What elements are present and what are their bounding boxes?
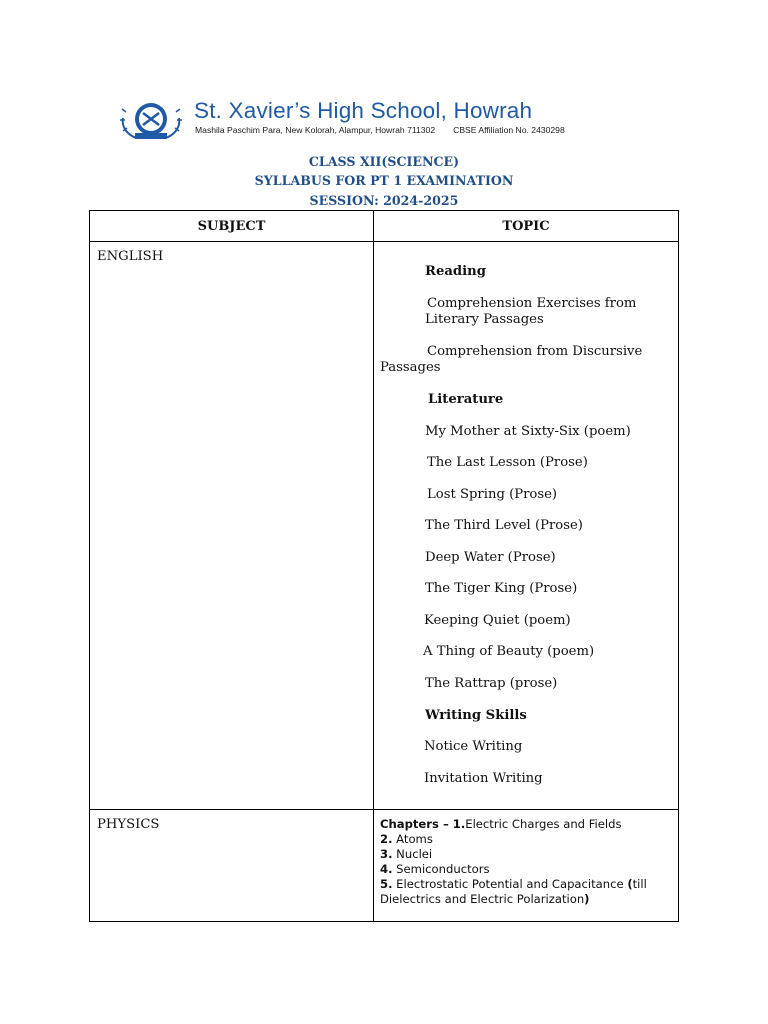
chapter-number: 2. [380,832,393,846]
literature-item: Deep Water (Prose) [425,550,556,565]
chapter-line [380,847,674,862]
reading-item-1-line-2: Literary Passages [425,312,544,327]
table-row-english [90,242,679,810]
chapter-line [380,817,674,832]
affiliation-number: CBSE Affiliation No. 2430298 [453,125,565,135]
chapters-label: Chapters – 1. [380,817,466,831]
reading-heading: Reading [425,264,486,279]
chapter-2: Atoms [392,832,433,846]
topic-physics [374,810,679,922]
subject-physics: PHYSICS [90,810,374,922]
session-title: SESSION: 2024-2025 [309,192,459,208]
literature-item: The Tiger King (Prose) [425,581,578,596]
chapter-5-note: till Dielectrics and Electric Polarization [380,877,647,906]
reading-item-1-line-1: Comprehension Exercises from [427,296,637,311]
table-row-physics [90,810,679,922]
chapter-number: 3. [380,847,393,861]
chapter-line [380,862,674,877]
chapter-line [380,832,674,847]
chapter-number: 4. [380,862,393,876]
letterhead [117,98,657,140]
writing-item: Invitation Writing [424,771,543,786]
table-header-row [90,211,679,242]
writing-heading: Writing Skills [425,708,527,723]
literature-item: Keeping Quiet (poem) [424,613,571,628]
school-address: Mashila Paschim Para, New Kolorah, Alampur, Howrah 711302 [195,125,436,135]
paren-close: ) [584,892,590,906]
subject-header: SUBJECT [90,211,374,242]
chapter-number: 5. [380,877,393,891]
topic-english [374,242,679,810]
literature-heading: Literature [428,392,504,407]
chapter-line [380,877,674,907]
chapter-1: Electric Charges and Fields [465,817,622,831]
address-line [195,125,565,135]
literature-item: The Third Level (Prose) [425,518,583,533]
chapter-3: Nuclei [392,847,433,861]
chapter-4: Semiconductors [392,862,490,876]
reading-item-2-line-1: Comprehension from Discursive [427,344,643,359]
subject-english: ENGLISH [90,242,374,810]
class-title: CLASS XII(SCIENCE) [308,154,460,169]
school-crest-icon [117,98,185,140]
literature-item: Lost Spring (Prose) [427,487,558,502]
literature-item: The Rattrap (prose) [425,676,558,691]
reading-item-2-line-2: Passages [380,360,441,375]
syllabus-table [89,210,679,922]
syllabus-title: SYLLABUS FOR PT 1 EXAMINATION [254,173,514,189]
literature-item: The Last Lesson (Prose) [427,455,588,470]
writing-item: Notice Writing [424,739,523,754]
literature-item: My Mother at Sixty-Six (poem) [425,424,631,439]
school-name: St. Xavier’s High School, Howrah [194,98,533,123]
document-titles [0,152,768,210]
chapter-5: Electrostatic Potential and Capacitance [392,877,628,891]
topic-header: TOPIC [374,211,679,242]
paren-open: ( [627,877,633,891]
literature-item: A Thing of Beauty (poem) [423,644,595,659]
